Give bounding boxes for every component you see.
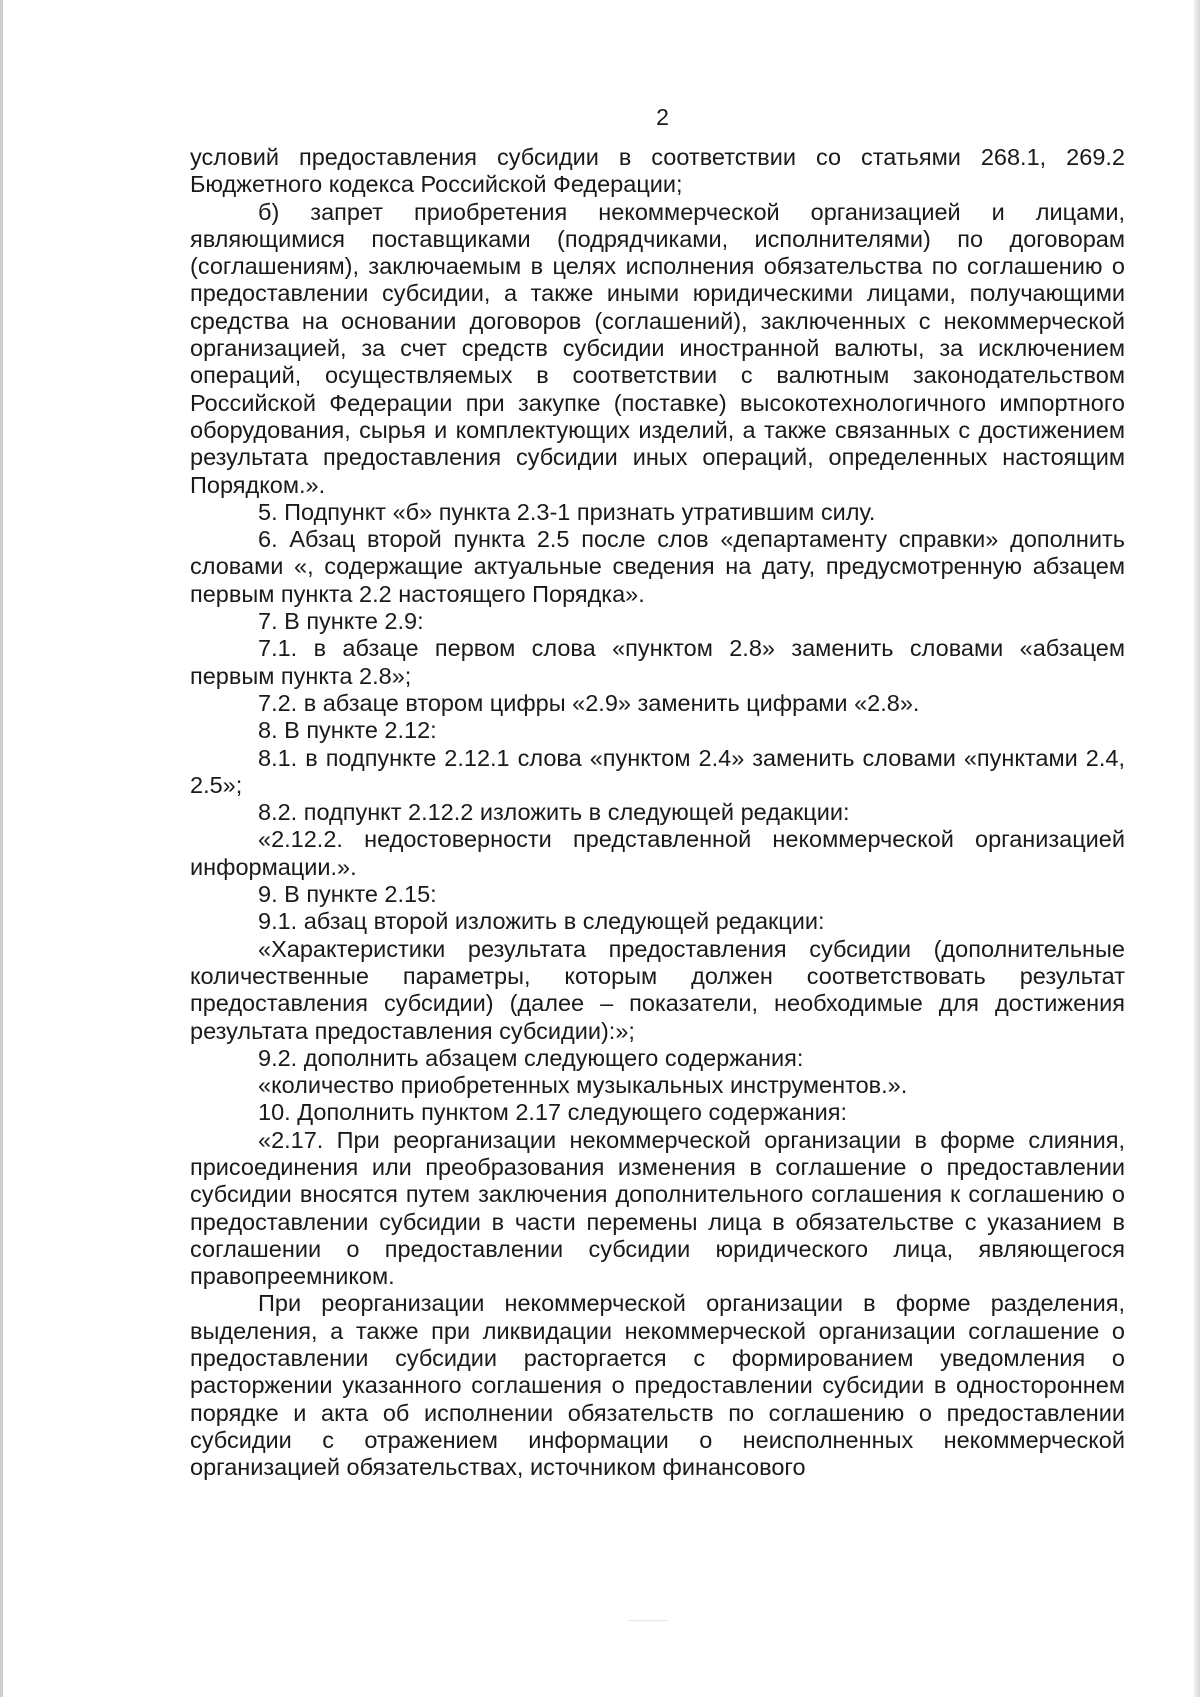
scan-edge-right [1194,0,1200,1697]
paragraph-reorganization: При реорганизации некоммерческой организации в форме разделения, выделения, а также при ликвидации некоммерческой организации соглашение о предоставлении субсидии расторгается с формированием уведомления о расторжении указанного соглашения о предоставлении субсидии в одностороннем порядке и акта об исполнении обязательств по соглашению о предоставлении субсидии с отражением информации о неисполненных некоммерческой организацией обязательствах, источником финансового [190,1290,1125,1481]
paragraph-quote-instruments: «количество приобретенных музыкальных инструментов.». [258,1072,908,1099]
paragraph-item-7: 7. В пункте 2.9: [258,608,424,635]
paragraph-item-5: 5. Подпункт «б» пункта 2.3-1 признать утратившим силу. [258,498,876,525]
paragraph-item-9: 9. В пункте 2.15: [258,881,437,908]
paragraph-item-6: 6. Абзац второй пункта 2.5 после слов «департаменту справки» дополнить словами «, содержащие актуальные сведения на дату, предусмотренную абзацем первым пункта 2.2 настоящего Порядка». [190,526,1125,607]
paragraph-quote-2-12-2: «2.12.2. недостоверности представленной некоммерческой организацией информации.». [190,826,1125,880]
paragraph-item-8-1: 8.1. в подпункте 2.12.1 слова «пунктом 2.4» заменить словами «пунктами 2.4, 2.5»; [190,744,1125,798]
paragraph-continuation: условий предоставления субсидии в соответствии со статьями 268.1, 269.2 Бюджетного кодекса Российской Федерации; [190,144,1125,198]
paragraph-item-9-1: 9.1. абзац второй изложить в следующей редакции: [258,908,825,935]
scan-artifact [628,1620,668,1621]
document-body [190,144,1125,1482]
paragraph-quote-characteristics: «Характеристики результата предоставления субсидии (дополнительные количественные параметры, которым должен соответствовать результат предоставления субсидии) (далее – показатели, необходимые для достижения результата предоставления субсидии):»; [190,935,1125,1044]
paragraph-item-7-2: 7.2. в абзаце втором цифры «2.9» заменить цифрами «2.8». [258,689,920,716]
paragraph-item-7-1: 7.1. в абзаце первом слова «пунктом 2.8» заменить словами «абзацем первым пункта 2.8»; [190,635,1125,689]
paragraph-item-9-2: 9.2. дополнить абзацем следующего содержания: [258,1044,804,1071]
paragraph-item-8-2: 8.2. подпункт 2.12.2 изложить в следующей редакции: [258,799,850,826]
paragraph-item-10: 10. Дополнить пунктом 2.17 следующего содержания: [258,1099,848,1126]
scan-edge-left [0,0,3,1697]
paragraph-quote-2-17: «2.17. При реорганизации некоммерческой организации в форме слияния, присоединения или преобразования изменения в соглашение о предоставлении субсидии вносятся путем заключения дополнительного соглашения к соглашению о предоставлении субсидии в части перемены лица в обязательстве с указанием в соглашении о предоставлении субсидии юридического лица, являющегося правопреемником. [190,1126,1125,1290]
page-number: 2 [656,104,669,130]
paragraph-item-8: 8. В пункте 2.12: [258,717,437,744]
paragraph-subclause-b: б) запрет приобретения некоммерческой организацией и лицами, являющимися поставщиками (подрядчиками, исполнителями) по договорам (соглашениям), заключаемым в целях исполнения обязательства по соглашению о предоставлении субсидии, а также иными юридическими лицами, получающими средства на основании договоров (соглашений), заключенных с некоммерческой организацией, за счет средств субсидии иностранной валюты, за исключением операций, осуществляемых в соответствии с валютным законодательством Российской Федерации при закупке (поставке) высокотехнологичного импортного оборудования, сырья и комплектующих изделий, а также связанных с достижением результата предоставления субсидии иных операций, определенных настоящим Порядком.». [190,198,1125,498]
